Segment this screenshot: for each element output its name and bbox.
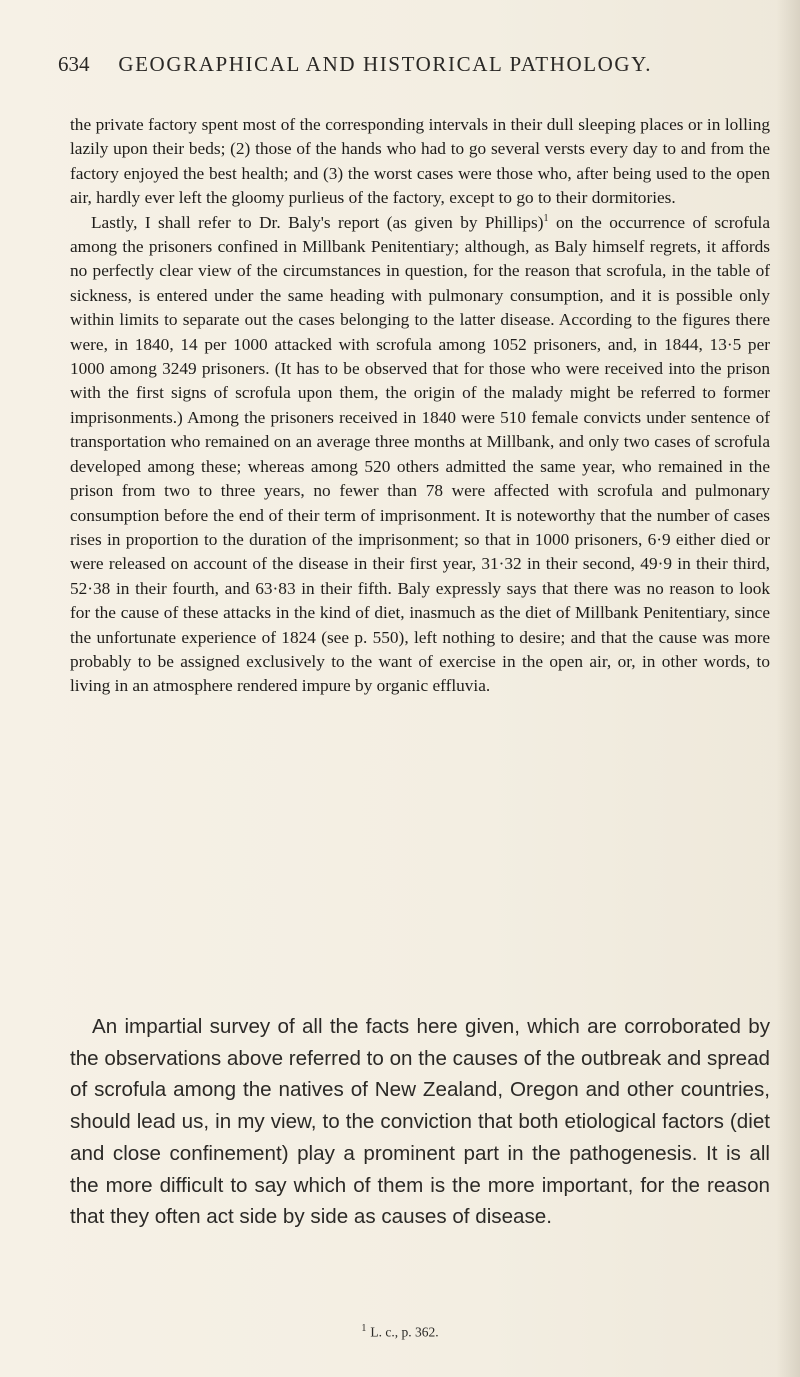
page-number: 634 xyxy=(58,52,90,76)
main-text xyxy=(70,113,770,699)
running-title: GEOGRAPHICAL AND HISTORICAL PATHOLOGY. xyxy=(118,52,653,76)
footnote xyxy=(0,1323,800,1341)
footnote-marker: 1 xyxy=(361,1323,367,1334)
footnote-reference: 1 xyxy=(543,212,549,224)
page-edge-shadow xyxy=(776,0,800,1377)
running-header xyxy=(58,52,778,77)
paragraph-conclusion: An impartial survey of all the facts here given, which are corroborated by the observations above referred to on the causes of the outbreak and spread of scrofula among the natives of New Zealand, Oregon and other countries, should lead us, in my view, to the conviction that both etiological factors (diet and close confinement) play a prominent part in the pathogenesis. It is all the more difficult to say which of them is the more important, for the reason that they often act side by side as causes of disease. xyxy=(70,1015,770,1229)
paragraph-millbank-rest: on the occurrence of scrofula among the prisoners confined in Millbank Penitentiary; although, as Baly himself regrets, it affords no perfectly clear view of the circumstances in question, for the reason that scrofula, in the table of sickness, is entered under the same heading with pulmonary consumption, and it is possible only within limits to separate out the cases belonging to the latter disease. According to the figures there were, in 1840, 14 per 1000 attacked with scrofula among 1052 prisoners, and, in 1844, 13·5 per 1000 among 3249 prisoners. (It has to be observed that for those who were received into the prison with the first signs of scrofula upon them, the origin of the malady might be referred to former imprisonments.) Among the prisoners received in 1840 were 510 female convicts under sentence of transportation who remained on an average three months at Millbank, and only two cases of scrofula developed among these; whereas among 520 others admitted the same year, who remained in the prison from two to three years, no fewer than 78 were affected with scrofula and pulmonary consumption before the end of their term of imprisonment. It is noteworthy that the number of cases rises in proportion to the duration of the imprisonment; so that in 1000 prisoners, 6·9 either died or were released on account of the disease in their first year, 31·32 in their second, 49·9 in their third, 52·38 in their fourth, and 63·83 in their fifth. Baly expressly says that there was no reason to look for the cause of these attacks in the kind of diet, inasmuch as the diet of Millbank Penitentiary, since the unfortunate experience of 1824 (see p. 550), left nothing to desire; and that the cause was more probably to be assigned exclusively to the want of exercise in the open air, or, in other words, to living in an atmosphere rendered impure by organic effluvia. xyxy=(70,212,770,696)
footnote-text: L. c., p. 362. xyxy=(370,1324,439,1340)
paragraph-millbank-lead: Lastly, I shall refer to Dr. Baly's report (as given by Phillips) xyxy=(91,212,544,232)
paragraph-millbank xyxy=(70,211,770,699)
paragraph-factory: the private factory spent most of the corresponding intervals in their dull sleeping places or in lolling lazily upon their beds; (2) those of the hands who had to go several versts every day to and from the factory enjoyed the best health; and (3) the worst cases were those who, after being used to the open air, hardly ever left the gloomy purlieus of the factory, except to go to their dormitories. xyxy=(70,115,770,208)
conclusion-block xyxy=(70,1011,770,1233)
